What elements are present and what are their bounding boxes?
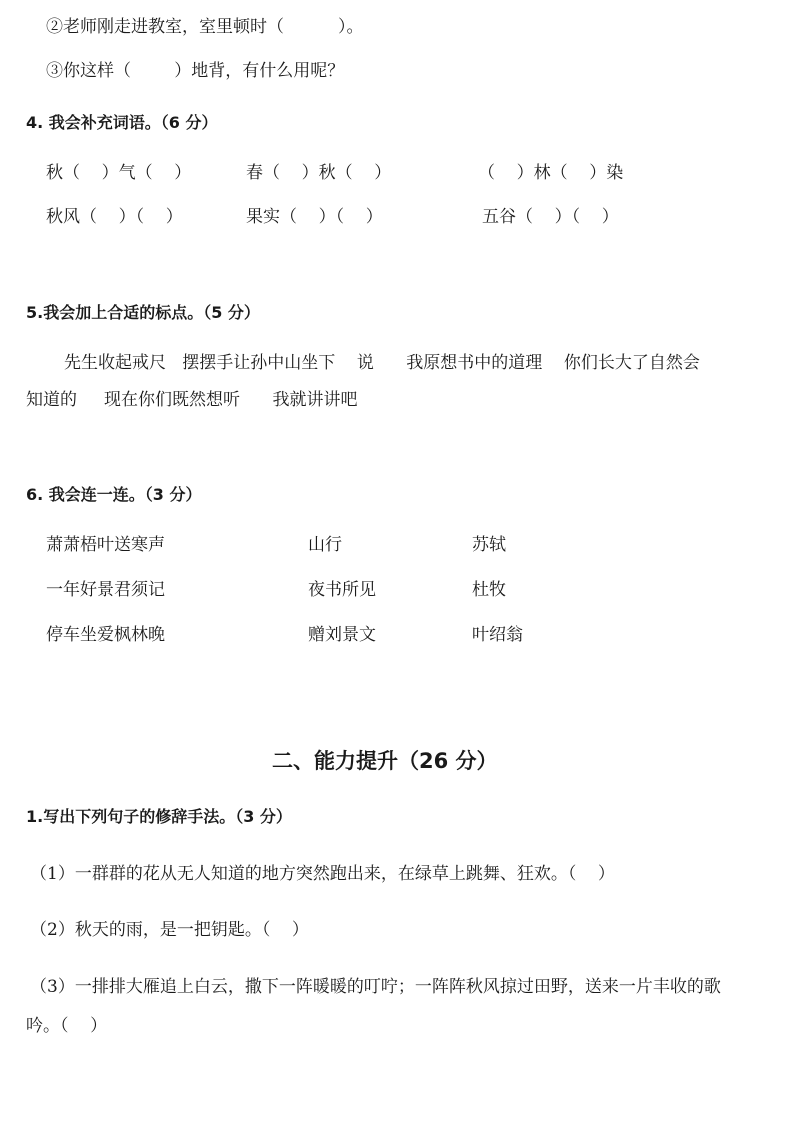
word-fill-item: （ ）林（ ）染 <box>478 163 624 183</box>
poem-line: 萧萧梧叶送寒声 <box>46 535 165 555</box>
word-fill-item: 果实（ ）（ ） <box>246 207 383 227</box>
punctuation-passage-line-2: 知道的 现在你们既然想听 我就讲讲吧 <box>26 390 358 410</box>
rhetoric-sentence-3-line-2: 吟。（ ） <box>26 1016 108 1036</box>
poem-title: 山行 <box>308 535 342 555</box>
poet-name: 苏轼 <box>472 535 506 555</box>
rhetoric-sentence-1: （1）一群群的花从无人知道的地方突然跑出来，在绿草上跳舞、狂欢。（ ） <box>30 864 615 884</box>
question-4-heading: 4. 我会补充词语。（6 分） <box>26 113 218 132</box>
question-6-heading: 6. 我会连一连。（3 分） <box>26 485 202 504</box>
poem-line: 一年好景君须记 <box>46 580 165 600</box>
punctuation-passage-line-1: 先生收起戒尺 摆摆手让孙中山坐下 说 我原想书中的道理 你们长大了自然会 <box>64 353 700 373</box>
poet-name: 杜牧 <box>472 580 506 600</box>
poet-name: 叶绍翁 <box>472 625 523 645</box>
fill-item-2: ②老师刚走进教室，室里顿时（ ）。 <box>46 17 364 37</box>
rhetoric-sentence-2: （2）秋天的雨，是一把钥匙。（ ） <box>30 920 309 940</box>
word-fill-item: 秋风（ ）（ ） <box>46 207 183 227</box>
question-1-heading: 1.写出下列句子的修辞手法。（3 分） <box>26 807 292 826</box>
question-5-heading: 5.我会加上合适的标点。（5 分） <box>26 303 260 322</box>
poem-title: 夜书所见 <box>308 580 376 600</box>
word-fill-item: 春（ ）秋（ ） <box>246 163 392 183</box>
word-fill-item: 秋（ ）气（ ） <box>46 163 192 183</box>
rhetoric-sentence-3-line-1: （3）一排排大雁追上白云，撒下一阵暖暖的叮咛；一阵阵秋风掠过田野，送来一片丰收的歌 <box>30 977 721 997</box>
poem-title: 赠刘景文 <box>308 625 376 645</box>
poem-line: 停车坐爱枫林晚 <box>46 625 165 645</box>
section-2-title: 二、能力提升（26 分） <box>272 749 498 773</box>
word-fill-item: 五谷（ ）（ ） <box>482 207 619 227</box>
fill-item-3: ③你这样（ ）地背，有什么用呢？ <box>46 61 345 81</box>
